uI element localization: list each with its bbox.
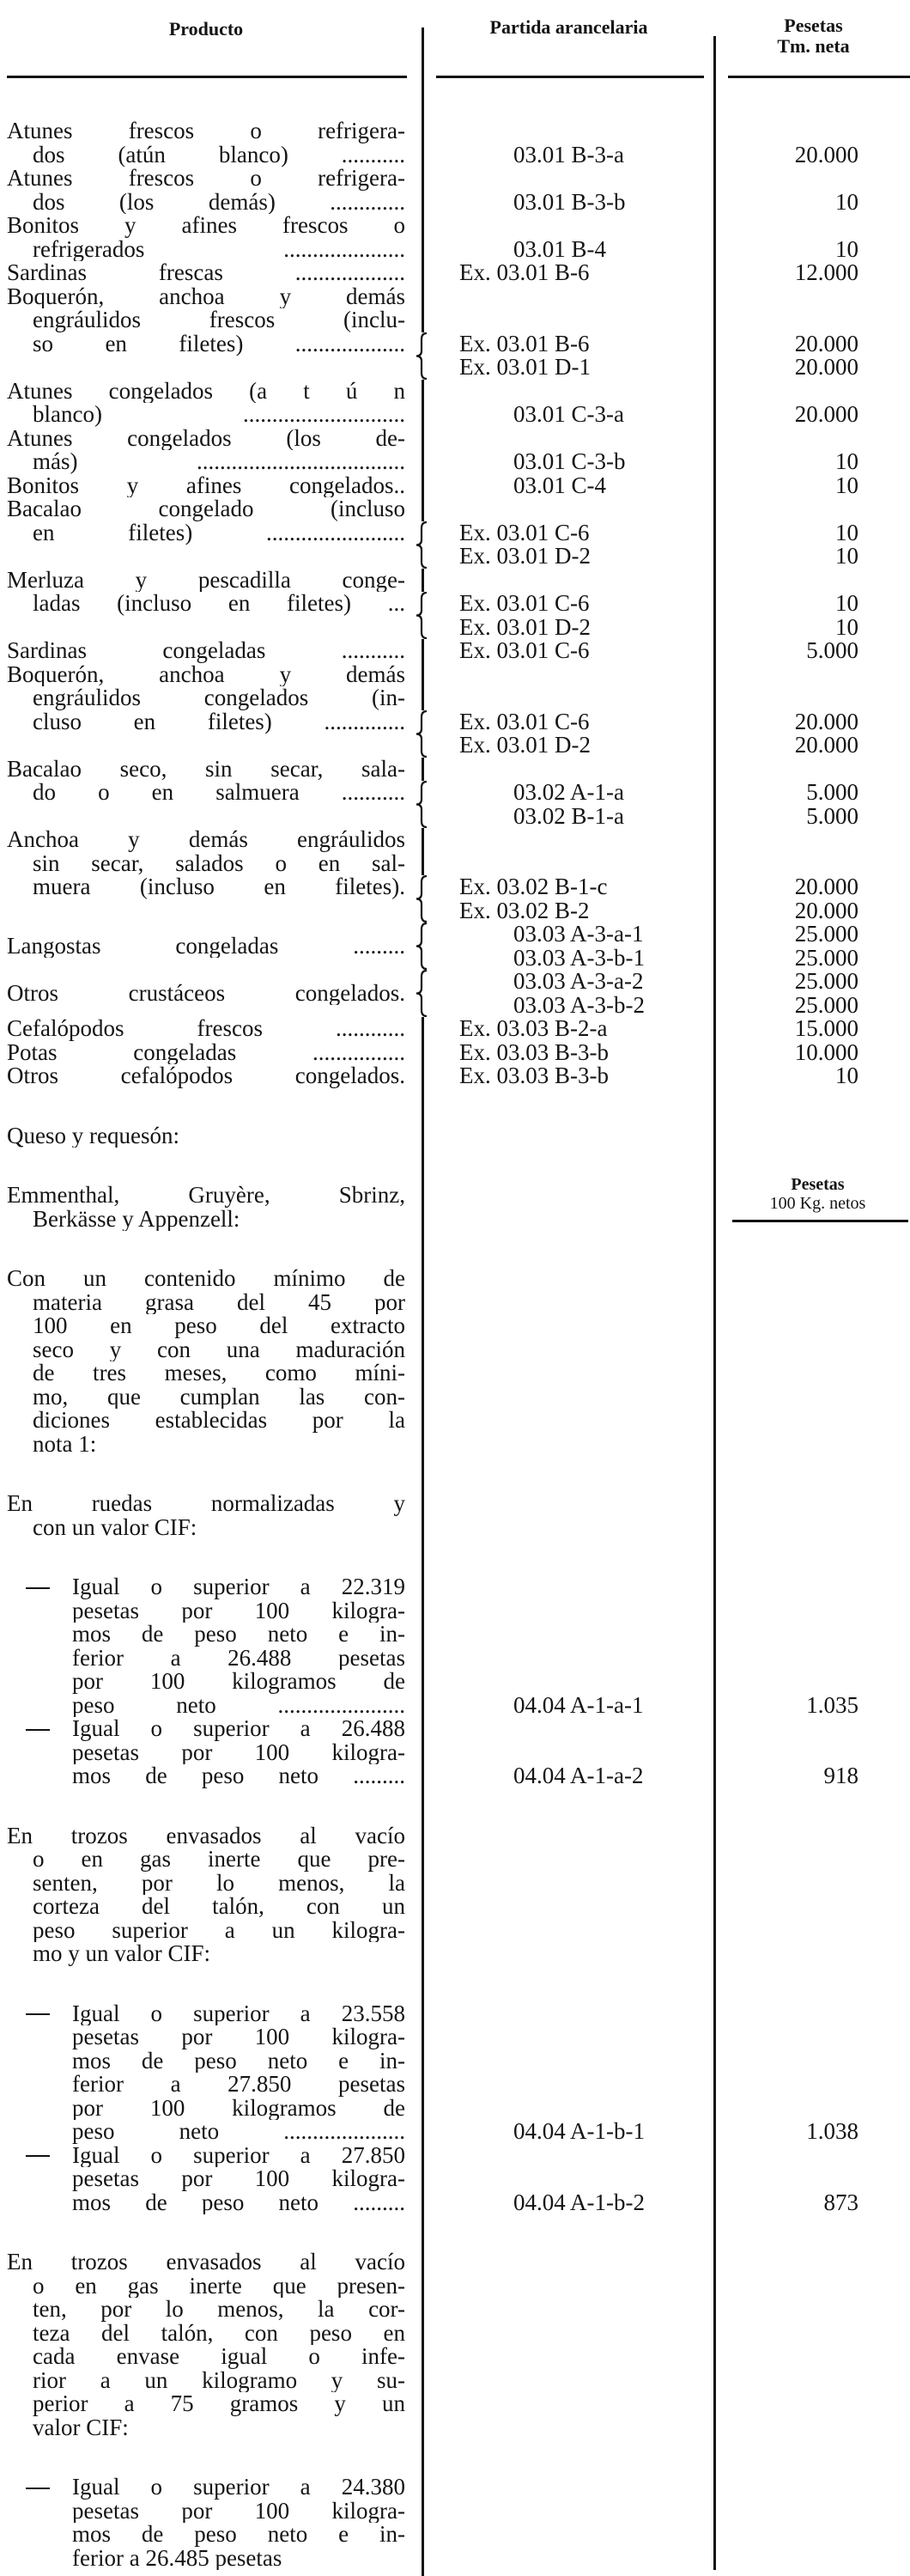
- tariff-code-cell: [429, 380, 711, 427]
- tariff-code-cell: [429, 1717, 711, 1788]
- price-value: 10: [835, 543, 858, 569]
- table-row: [0, 167, 910, 214]
- price-value: 20.000: [794, 141, 858, 167]
- product-text-line: perior a 75 gramos y un: [33, 2392, 405, 2416]
- product-text-line: refrigerados .....................: [33, 237, 405, 261]
- product-cell: [7, 2476, 405, 2570]
- price-cell: [721, 663, 858, 758]
- tariff-code-cell: [429, 569, 711, 640]
- tariff-code: Ex. 03.03 B-3-b: [459, 1038, 609, 1065]
- price-value: 20.000: [794, 732, 858, 758]
- product-text-line: teza del talón, con peso en: [33, 2321, 405, 2345]
- tariff-code-cell: [429, 923, 711, 970]
- product-text-line: Igual o superior a 23.558: [72, 2001, 405, 2025]
- product-text-line: más) ....................................: [33, 450, 405, 474]
- product-text-line: mos de peso neto e in-: [72, 1623, 405, 1647]
- price-cell: [721, 828, 858, 923]
- product-cell: [7, 828, 405, 899]
- price-value: 10: [835, 235, 858, 262]
- tariff-code-cell: [429, 663, 711, 758]
- product-text-line: Sardinas frescas ...................: [7, 261, 405, 285]
- price-value: 10: [835, 448, 858, 474]
- table-row: [0, 380, 910, 427]
- tariff-code-cell: [429, 639, 711, 663]
- brace-icon: [415, 875, 428, 923]
- product-text-line: Otros crustáceos congelados.: [7, 981, 405, 1006]
- paragraph-row: [0, 1124, 910, 1148]
- product-text-line: engráulidos frescos (inclu-: [33, 308, 405, 332]
- product-cell: [7, 569, 405, 616]
- product-text-line: Con un contenido mínimo de: [7, 1267, 405, 1291]
- product-text-line: ten, por lo menos, la cor-: [33, 2298, 405, 2322]
- product-text-line: rior a un kilogramo y su-: [33, 2368, 405, 2392]
- product-text-line: mo y un valor CIF:: [33, 1942, 210, 1966]
- product-cell: [7, 982, 405, 1006]
- product-text-line: por 100 kilogramos de: [72, 2096, 405, 2120]
- product-text-line: Atunes congelados (los de-: [7, 426, 405, 450]
- tariff-code: 03.01 B-3-b: [513, 188, 626, 215]
- tariff-code: 03.01 C-3-a: [513, 401, 624, 427]
- tariff-code-cell: [429, 474, 711, 498]
- tariff-code: 03.01 B-4: [513, 235, 606, 262]
- tariff-code: 03.01 C-3-b: [513, 448, 626, 474]
- brace-icon: [415, 970, 428, 1017]
- paragraph-row: [0, 1492, 910, 1539]
- tariff-code-cell: [429, 497, 711, 569]
- product-cell: [7, 1041, 405, 1065]
- product-cell: [7, 1492, 405, 1539]
- header-underline-product: [7, 76, 407, 78]
- product-text-line: Anchoa y demás engráulidos: [7, 828, 405, 852]
- product-text-line: seco y con una maduración: [33, 1337, 405, 1361]
- price-value: 20.000: [794, 330, 858, 356]
- tariff-code: Ex. 03.01 C-6: [459, 708, 590, 734]
- product-text-line: En ruedas normalizadas y: [7, 1492, 405, 1516]
- product-cell: [7, 427, 405, 474]
- table-row: [0, 569, 910, 640]
- brace: [415, 332, 428, 380]
- product-cell: [7, 935, 405, 959]
- price-cell: [721, 1064, 858, 1088]
- product-text-line: mos de peso neto e in-: [72, 2049, 405, 2073]
- product-text-line: Cefalópodos frescos ............: [7, 1017, 405, 1041]
- product-text-line: cada envase igual o infe-: [33, 2345, 405, 2369]
- tariff-code-cell: [429, 828, 711, 923]
- product-text-line: Queso y requesón:: [7, 1124, 179, 1148]
- tariff-code-cell: [429, 2002, 711, 2144]
- product-cell: [7, 380, 405, 427]
- product-cell: [7, 474, 405, 498]
- brace: [415, 710, 428, 758]
- price-value: 25.000: [794, 944, 858, 971]
- product-text-line: mos de peso neto e in-: [72, 2523, 405, 2547]
- product-text-line: Merluza y pescadilla conge-: [7, 568, 405, 592]
- table-row: [0, 474, 910, 498]
- product-cell: [7, 261, 405, 285]
- price-cell: [721, 214, 858, 261]
- tariff-code: 03.01 B-3-a: [513, 141, 624, 167]
- price-value: 1.038: [806, 2118, 858, 2144]
- product-text-line: blanco) ............................: [33, 403, 405, 427]
- price-value: 10: [835, 188, 858, 215]
- price-value: 25.000: [794, 921, 858, 947]
- product-cell: [7, 497, 405, 545]
- product-text-line: diciones establecidas por la: [33, 1409, 405, 1433]
- dash-item: [0, 2476, 910, 2570]
- tariff-code-cell: [429, 758, 711, 829]
- tariff-code: Ex. 03.03 B-3-b: [459, 1063, 609, 1088]
- tariff-code-cell: [429, 167, 711, 214]
- tariff-code: Ex. 03.01 C-6: [459, 590, 590, 616]
- tariff-code: Ex. 03.01 C-6: [459, 519, 590, 545]
- price-value: 20.000: [794, 401, 858, 427]
- header-price-line1: Pesetas: [784, 15, 843, 36]
- product-text-line: Emmenthal, Gruyère, Sbrinz,: [7, 1184, 405, 1208]
- product-text-line: peso neto ......................: [72, 1693, 405, 1717]
- table-row: [0, 1017, 910, 1041]
- price-value: 1.035: [806, 1691, 858, 1718]
- product-text-line: por 100 kilogramos de: [72, 1670, 405, 1694]
- product-text-line: 100 en peso del extracto: [33, 1314, 405, 1338]
- tariff-code: Ex. 03.01 B-6: [459, 259, 590, 285]
- price-value: 5.000: [806, 779, 858, 805]
- tariff-code: 04.04 A-1-a-2: [513, 1763, 644, 1788]
- tariff-code-cell: [429, 1017, 711, 1041]
- product-text-line: Berkässe y Appenzell:: [33, 1207, 240, 1231]
- product-text-line: pesetas por 100 kilogra-: [72, 2167, 405, 2191]
- price-cell: [721, 497, 858, 569]
- product-cell: [7, 1064, 405, 1088]
- price-value: 20.000: [794, 874, 858, 899]
- product-text-line: Sardinas congeladas ...........: [7, 639, 405, 663]
- product-text-line: ladas (incluso en filetes) ...: [33, 592, 405, 616]
- price-cell: [721, 1017, 858, 1041]
- table-row: [0, 923, 910, 970]
- price-value: 15.000: [794, 1015, 858, 1041]
- tariff-code: 03.01 C-4: [513, 472, 606, 498]
- price-cell: [721, 1038, 858, 1065]
- table-row: [0, 970, 910, 1017]
- tariff-code: 03.03 A-3-a-2: [513, 968, 644, 994]
- product-cell: [7, 639, 405, 663]
- price-cell: [721, 427, 858, 474]
- price-cell: [721, 167, 858, 214]
- table-row: [0, 285, 910, 380]
- price-value: 20.000: [794, 354, 858, 380]
- product-text-line: nota 1:: [33, 1432, 97, 1456]
- product-text-line: Langostas congeladas .........: [7, 934, 405, 959]
- product-text-line: engráulidos congelados (in-: [33, 686, 405, 710]
- tariff-code-cell: [429, 1575, 711, 1717]
- price-value: 10: [835, 519, 858, 545]
- price-value: 20.000: [794, 708, 858, 734]
- tariff-code: 03.03 A-3-a-1: [513, 921, 644, 947]
- price-value: 5.000: [806, 802, 858, 829]
- price-cell: [721, 758, 858, 829]
- price-value: 20.000: [794, 897, 858, 923]
- product-cell: [7, 1824, 405, 1966]
- product-text-line: corteza del talón, con un: [33, 1895, 405, 1919]
- brace-icon: [415, 923, 428, 970]
- tariff-code: Ex. 03.01 D-2: [459, 613, 591, 640]
- product-text-line: o en gas inerte que presen-: [33, 2274, 405, 2298]
- brace-icon: [415, 332, 428, 380]
- product-text-line: muera (incluso en filetes).: [33, 875, 405, 899]
- paragraph-row: [0, 1824, 910, 1966]
- product-text-line: Igual o superior a 27.850: [72, 2143, 405, 2167]
- tariff-code-cell: [429, 261, 711, 285]
- product-text-line: o en gas inerte que pre-: [33, 1848, 405, 1872]
- tariff-code: 03.02 B-1-a: [513, 802, 624, 829]
- product-cell: [7, 1017, 405, 1041]
- tariff-code: Ex. 03.03 B-2-a: [459, 1015, 608, 1041]
- product-text-line: do o en salmuera ...........: [33, 781, 405, 805]
- product-text-line: En trozos envasados al vacío: [7, 1824, 405, 1848]
- header-underline-price: [728, 76, 910, 78]
- tariff-code-cell: [429, 2144, 711, 2215]
- brace-icon: [415, 781, 428, 828]
- product-cell: [7, 663, 405, 734]
- price-subheader-line1: Pesetas: [791, 1175, 845, 1194]
- brace: [415, 970, 428, 1017]
- dash-item: [0, 1717, 910, 1788]
- product-cell: [7, 2002, 405, 2144]
- table-row: [0, 1038, 910, 1065]
- table-row: [0, 497, 910, 569]
- paragraph-row: [0, 1175, 910, 1231]
- product-text-line: valor CIF:: [33, 2415, 129, 2439]
- header-product: Producto: [168, 18, 244, 40]
- price-cell: [721, 1717, 858, 1788]
- product-text-line: dos (los demás) .............: [33, 190, 405, 214]
- price-value: 918: [823, 1763, 858, 1788]
- product-cell: [7, 1575, 405, 1717]
- table-row: [0, 261, 910, 285]
- product-text-line: Bacalao seco, sin secar, sala-: [7, 757, 405, 781]
- price-cell: [721, 474, 858, 498]
- product-text-line: en filetes) ........................: [33, 521, 405, 545]
- price-cell: [721, 261, 858, 285]
- price-value: 10: [835, 472, 858, 498]
- header-tariff: Partida arancelaria: [489, 16, 648, 38]
- product-text-line: En trozos envasados al vacío: [7, 2250, 405, 2275]
- product-text-line: Boquerón, anchoa y demás: [7, 662, 405, 686]
- price-value: 5.000: [806, 637, 858, 663]
- product-cell: [7, 1124, 405, 1148]
- price-cell: [721, 923, 858, 970]
- tariff-code: Ex. 03.01 D-2: [459, 732, 591, 758]
- product-text-line: Igual o superior a 24.380: [72, 2476, 405, 2500]
- price-value: 10.000: [794, 1038, 858, 1065]
- tariff-code: 04.04 A-1-a-1: [513, 1691, 644, 1718]
- product-text-line: so en filetes) ...................: [33, 332, 405, 356]
- price-cell: [721, 1575, 858, 1717]
- product-text-line: pesetas por 100 kilogra-: [72, 2499, 405, 2523]
- price-cell: [721, 2002, 858, 2144]
- price-cell: [721, 569, 858, 640]
- product-text-line: pesetas por 100 kilogra-: [72, 2025, 405, 2049]
- product-text-line: pesetas por 100 kilogra-: [72, 1599, 405, 1623]
- tariff-code-cell: [429, 1064, 711, 1088]
- tariff-code: Ex. 03.01 B-6: [459, 330, 590, 356]
- product-cell: [7, 214, 405, 261]
- product-text-line: ferior a 26.488 pesetas: [72, 1646, 405, 1670]
- product-text-line: senten, por lo menos, la: [33, 1871, 405, 1895]
- header-price: [721, 15, 906, 57]
- price-value: 12.000: [794, 259, 858, 285]
- price-subheader-underline: [732, 1220, 908, 1222]
- product-cell: [7, 2144, 405, 2215]
- product-text-line: con un valor CIF:: [33, 1515, 197, 1539]
- product-text-line: Igual o superior a 22.319: [72, 1575, 405, 1599]
- header-underline-tariff: [436, 76, 704, 78]
- table-row: [0, 639, 910, 663]
- tariff-code: Ex. 03.01 D-2: [459, 543, 591, 569]
- product-cell: [7, 1717, 405, 1788]
- brace: [415, 521, 428, 569]
- product-cell: [7, 1184, 405, 1231]
- product-cell: [7, 2250, 405, 2439]
- tariff-code: 04.04 A-1-b-1: [513, 2118, 645, 2144]
- price-value: 10: [835, 1063, 858, 1088]
- tariff-code: Ex. 03.01 D-1: [459, 354, 591, 380]
- tariff-code: 03.02 A-1-a: [513, 779, 624, 805]
- brace-icon: [415, 521, 428, 569]
- tariff-code-cell: [429, 1038, 711, 1065]
- price-cell: [721, 119, 858, 167]
- table-row: [0, 828, 910, 923]
- price-value: 25.000: [794, 968, 858, 994]
- product-text-line: Igual o superior a 26.488: [72, 1717, 405, 1741]
- brace-icon: [415, 710, 428, 758]
- product-text-line: mos de peso neto .........: [72, 1764, 405, 1788]
- brace: [415, 592, 428, 639]
- product-text-line: Bonitos y afines congelados..: [7, 473, 405, 497]
- product-text-line: Atunes congelados (a t ú n: [7, 379, 405, 403]
- product-text-line: Atunes frescos o refrigera-: [7, 119, 405, 143]
- price-cell: [721, 970, 858, 1017]
- paragraph-row: [0, 1267, 910, 1456]
- tariff-code: 03.03 A-3-b-1: [513, 944, 645, 971]
- price-subheader-line2: 100 Kg. netos: [769, 1194, 866, 1213]
- tariff-code-cell: [429, 119, 711, 167]
- product-text-line: Bonitos y afines frescos o: [7, 214, 405, 238]
- product-cell: [7, 167, 405, 214]
- tariff-code-cell: [429, 427, 711, 474]
- product-text-line: materia grasa del 45 por: [33, 1290, 405, 1314]
- product-text-line: peso superior a un kilogra-: [33, 1918, 405, 1942]
- price-cell: [721, 380, 858, 427]
- price-value: 10: [835, 613, 858, 640]
- tariff-code: 04.04 A-1-b-2: [513, 2189, 645, 2215]
- product-cell: [7, 119, 405, 167]
- product-cell: [7, 758, 405, 805]
- tariff-code: Ex. 03.02 B-2: [459, 897, 590, 923]
- paragraph-row: [0, 2250, 910, 2439]
- brace: [415, 781, 428, 828]
- table-row: [0, 119, 910, 167]
- tariff-code-cell: [429, 214, 711, 261]
- product-text-line: Potas congeladas ................: [7, 1040, 405, 1064]
- product-text-line: Otros cefalópodos congelados.: [7, 1064, 405, 1088]
- product-text-line: sin secar, salados o en sal-: [33, 851, 405, 875]
- product-text-line: dos (atún blanco) ...........: [33, 143, 405, 167]
- price-value: 873: [823, 2189, 858, 2215]
- table-row: [0, 1064, 910, 1088]
- product-text-line: Atunes frescos o refrigera-: [7, 167, 405, 191]
- tariff-code-cell: [429, 285, 711, 380]
- tariff-code: 03.03 A-3-b-2: [513, 991, 645, 1018]
- brace: [415, 923, 428, 970]
- price-cell: [721, 639, 858, 663]
- price-value: 10: [835, 590, 858, 616]
- table-row: [0, 758, 910, 829]
- dash-item: [0, 1575, 910, 1717]
- product-cell: [7, 285, 405, 356]
- product-text-line: mos de peso neto .........: [72, 2190, 405, 2214]
- header-price-line2: Tm. neta: [777, 35, 850, 57]
- product-text-line: ferior a 26.485 pesetas: [72, 2546, 282, 2570]
- product-text-line: pesetas por 100 kilogra-: [72, 1740, 405, 1764]
- product-text-line: ferior a 27.850 pesetas: [72, 2073, 405, 2097]
- price-value: 25.000: [794, 991, 858, 1018]
- tariff-code-cell: [429, 970, 711, 1017]
- price-subheader: [730, 1175, 906, 1213]
- tariff-code: Ex. 03.02 B-1-c: [459, 874, 608, 899]
- table-row: [0, 427, 910, 474]
- tariff-table-body: [0, 119, 910, 2570]
- product-text-line: Bacalao congelado (incluso: [7, 497, 405, 521]
- product-cell: [7, 1267, 405, 1456]
- price-cell: [721, 285, 858, 380]
- table-row: [0, 663, 910, 758]
- product-text-line: mo, que cumplan las con-: [33, 1385, 405, 1409]
- brace: [415, 875, 428, 923]
- product-text-line: peso neto .....................: [72, 2120, 405, 2144]
- product-text-line: Boquerón, anchoa y demás: [7, 284, 405, 308]
- dash-item: [0, 2144, 910, 2215]
- dash-item: [0, 2002, 910, 2144]
- price-cell: [721, 2144, 858, 2215]
- brace-icon: [415, 592, 428, 639]
- tariff-code: Ex. 03.01 C-6: [459, 637, 590, 663]
- product-text-line: de tres meses, como míni-: [33, 1361, 405, 1385]
- product-text-line: cluso en filetes) ..............: [33, 709, 405, 734]
- table-row: [0, 214, 910, 261]
